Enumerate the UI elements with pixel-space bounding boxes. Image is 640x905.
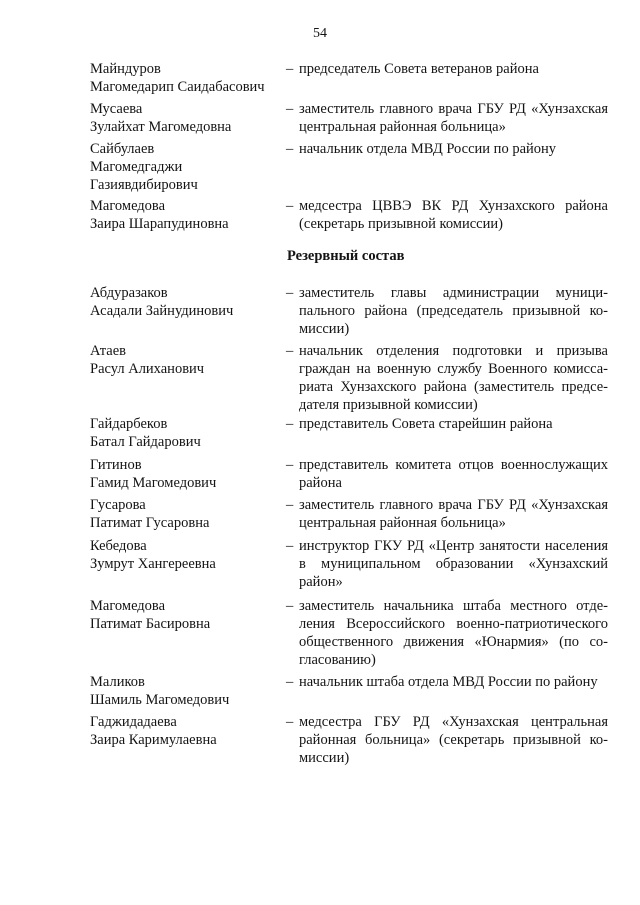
surname: Мусаева (90, 101, 143, 117)
surname: Атаев (90, 343, 126, 359)
dash: – (286, 285, 294, 301)
member-role (286, 284, 608, 338)
member-role (286, 456, 608, 492)
dash: – (286, 714, 294, 730)
member-role (286, 496, 608, 532)
section-heading: Резервный состав (287, 248, 405, 264)
role-text: медсестра ЦВВЭ ВК РД Хунзахского района (секретарь призывной комиссии) (299, 198, 608, 232)
surname: Магомедова (90, 198, 166, 214)
member-name (90, 342, 280, 378)
surname: Гитинов (90, 457, 142, 473)
given-names: Расул Алиханович (90, 361, 205, 377)
role-text: начальник отдела МВД России по району (299, 141, 557, 157)
member-name (90, 197, 280, 233)
surname: Сайбулаев (90, 141, 155, 157)
surname: Гайдарбеков (90, 416, 168, 432)
role-text: представитель Совета старейшин района (299, 416, 553, 432)
given-names: Зулайхат Магомедовна (90, 119, 232, 135)
member-role (286, 537, 608, 591)
dash: – (286, 141, 294, 157)
dash: – (286, 674, 294, 690)
dash: – (286, 61, 294, 77)
surname: Гаджидадаева (90, 714, 177, 730)
dash: – (286, 598, 294, 614)
member-role (286, 713, 608, 767)
role-text: заместитель главы администрации муниципального района (председатель призывной комиссии) (299, 285, 608, 337)
patronymic: Газиявдибирович (90, 177, 198, 193)
given-names: Гамид Магомедович (90, 475, 217, 491)
role-text: начальник штаба отдела МВД России по району (299, 674, 598, 690)
member-role (286, 673, 608, 691)
member-role (286, 342, 608, 414)
member-role (286, 597, 608, 669)
surname: Абдуразаков (90, 285, 168, 301)
given-names: Шамиль Магомедович (90, 692, 230, 708)
dash: – (286, 101, 294, 117)
given-names: Заира Каримулаевна (90, 732, 217, 748)
member-role (286, 415, 608, 433)
member-name (90, 415, 280, 451)
member-name (90, 284, 280, 320)
given-names: Патимат Басировна (90, 616, 211, 632)
member-name (90, 60, 280, 96)
role-text: инструктор ГКУ РД «Центр занятости населения в муниципальном образовании «Хунзахский район» (299, 538, 608, 590)
given-names: Асадали Зайнудинович (90, 303, 234, 319)
surname: Магомедова (90, 598, 166, 614)
surname: Гусарова (90, 497, 146, 513)
dash: – (286, 416, 294, 432)
member-name (90, 456, 280, 492)
role-text: представитель комитета отцов военнослужащих района (299, 457, 608, 491)
page-number: 54 (313, 26, 327, 41)
member-name (90, 673, 280, 709)
member-name (90, 140, 280, 194)
surname: Майндуров (90, 61, 161, 77)
role-text: председатель Совета ветеранов района (299, 61, 539, 77)
member-name (90, 597, 280, 633)
given-names: Батал Гайдарович (90, 434, 201, 450)
given-names: Заира Шарапудиновна (90, 216, 229, 232)
role-text: заместитель главного врача ГБУ РД «Хунзахская центральная районная больница» (299, 101, 608, 135)
dash: – (286, 198, 294, 214)
given-names: Патимат Гусаровна (90, 515, 210, 531)
member-role (286, 140, 608, 158)
dash: – (286, 538, 294, 554)
dash: – (286, 343, 294, 359)
member-role (286, 100, 608, 136)
given-names: Магомедгаджи (90, 159, 183, 175)
member-role (286, 197, 608, 233)
member-name (90, 496, 280, 532)
member-name (90, 713, 280, 749)
role-text: начальник отделения подготовки и призыва граждан на военную службу Военного комиссариата Хунзахского района (заместитель председателя призывной комиссии) (299, 343, 608, 413)
role-text: заместитель начальника штаба местного отделения Всероссийского военно-патриотического общественного движения «Юнармия» (по согласованию) (299, 598, 608, 668)
dash: – (286, 457, 294, 473)
role-text: заместитель главного врача ГБУ РД «Хунзахская центральная районная больница» (299, 497, 608, 531)
member-name (90, 100, 280, 136)
dash: – (286, 497, 294, 513)
member-role (286, 60, 608, 78)
given-names: Магомедарип Саидабасович (90, 79, 265, 95)
member-name (90, 537, 280, 573)
role-text: медсестра ГБУ РД «Хунзахская центральная районная больница» (секретарь призывной комиссии) (299, 714, 608, 766)
given-names: Зумрут Хангереевна (90, 556, 216, 572)
surname: Маликов (90, 674, 145, 690)
surname: Кебедова (90, 538, 147, 554)
